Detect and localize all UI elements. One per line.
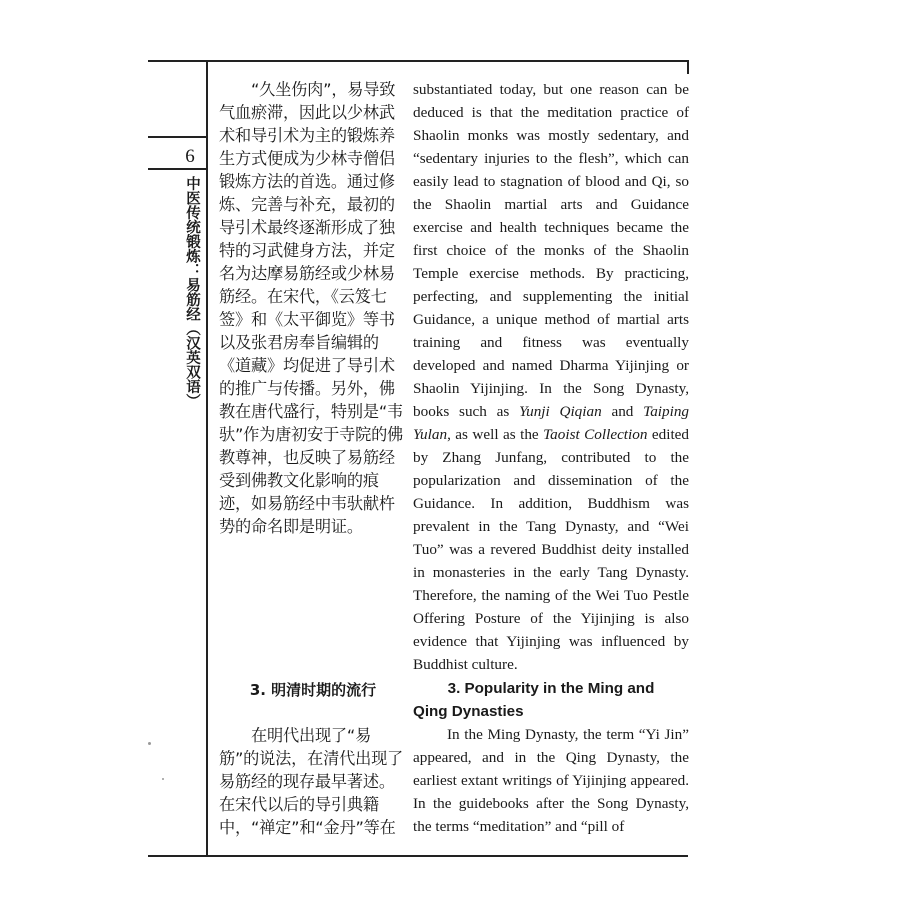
top-rule-left [148, 60, 206, 62]
english-section-heading [413, 677, 689, 723]
outer-vertical-rule [687, 60, 689, 74]
margin-rule-lower [148, 168, 206, 170]
title-taiping-yulan: Taiping Yulan [413, 403, 690, 443]
title-yunji-qiqian: Yunji Qiqian [519, 403, 602, 420]
page-number: 6 [185, 146, 195, 167]
chinese-paragraph-1 [219, 78, 407, 538]
inner-vertical-rule [206, 60, 208, 856]
chinese-paragraph-2 [219, 724, 407, 839]
running-head: 中医传统锻炼：易筋经（汉英双语） [184, 176, 200, 408]
english-heading-line-1: 3. Popularity in the Ming and [447, 680, 655, 697]
title-taoist-collection: Taoist Collection [543, 426, 648, 443]
english-heading-line-2: Qing Dynasties [413, 703, 524, 720]
english-and: and [611, 403, 634, 420]
english-text-part-a: substantiated today, but one reason can be deduced is that the meditation practice of Shaolin monks was mostly sedentary, and “sedentary injuries to the flesh”, which can easily lead to stagnation of blood and Qi, so the Shaolin martial arts and Guidance exercise and health techniques became the first choice of the monks of the Shaolin Temple exercise methods. By practicing, perfecting, and supplementing the initial Guidance, a unique method of martial arts training and fitness was eventually developed and named Dharma Yijinjing or Shaolin Yijinjing. In the Song Dynasty, books such as [413, 81, 689, 420]
bottom-rule [148, 855, 688, 857]
english-paragraph-2 [413, 723, 689, 838]
english-paragraph-1 [413, 78, 689, 676]
chinese-paragraph-1-text: “久坐伤肉”，易导致气血瘀滞，因此以少林武术和导引术为主的锻炼养生方式便成为少林寺僧侣锻炼方法的首选。通过修炼、完善与补充，最初的导引术最终逐渐形成了独特的习武健身方法，并定名为达摩易筋经或少林易筋经。在宋代，《云笈七签》和《太平御览》等书以及张君房奉旨编辑的《道藏》均促进了导引术的推广与传播。另外，佛教在唐代盛行，特别是“韦驮”作为唐初安于寺院的佛教尊神，也反映了易筋经受到佛教文化影响的痕迹，如易筋经中韦驮献杵势的命名即是明证。 [219, 80, 404, 536]
chinese-paragraph-2-text: 在明代出现了“易筋”的说法，在清代出现了易筋经的现存最早著述。在宋代以后的导引典籍中，“禅定”和“金丹”等在 [219, 726, 404, 837]
scan-speck [148, 742, 151, 745]
top-rule-right [206, 60, 688, 62]
scan-speck [162, 778, 164, 780]
chinese-section-heading: 3. 明清时期的流行 [249, 681, 377, 699]
margin-rule-upper [148, 136, 206, 138]
english-text-part-b: edited by Zhang Junfang, contributed to the popularization and dissemination of the Guidance. In addition, Buddhism was prevalent in the Tang Dynasty, and “Wei Tuo” was a revered Buddhist deity installed in monasteries in the early Tang Dynasty. Therefore, the naming of the Wei Tuo Pestle Offering Posture of the Yijinjing is also evidence that Yijinjing was influenced by Buddhist culture. [413, 426, 689, 673]
english-paragraph-1-text [413, 78, 689, 676]
english-paragraph-2-text: In the Ming Dynasty, the term “Yi Jin” appeared, and in the Qing Dynasty, the earliest extant writings of Yijinjing appeared. In the guidebooks after the Song Dynasty, the terms “meditation” and “pill of [413, 726, 689, 835]
english-as-well-as: , as well as the [447, 426, 539, 443]
